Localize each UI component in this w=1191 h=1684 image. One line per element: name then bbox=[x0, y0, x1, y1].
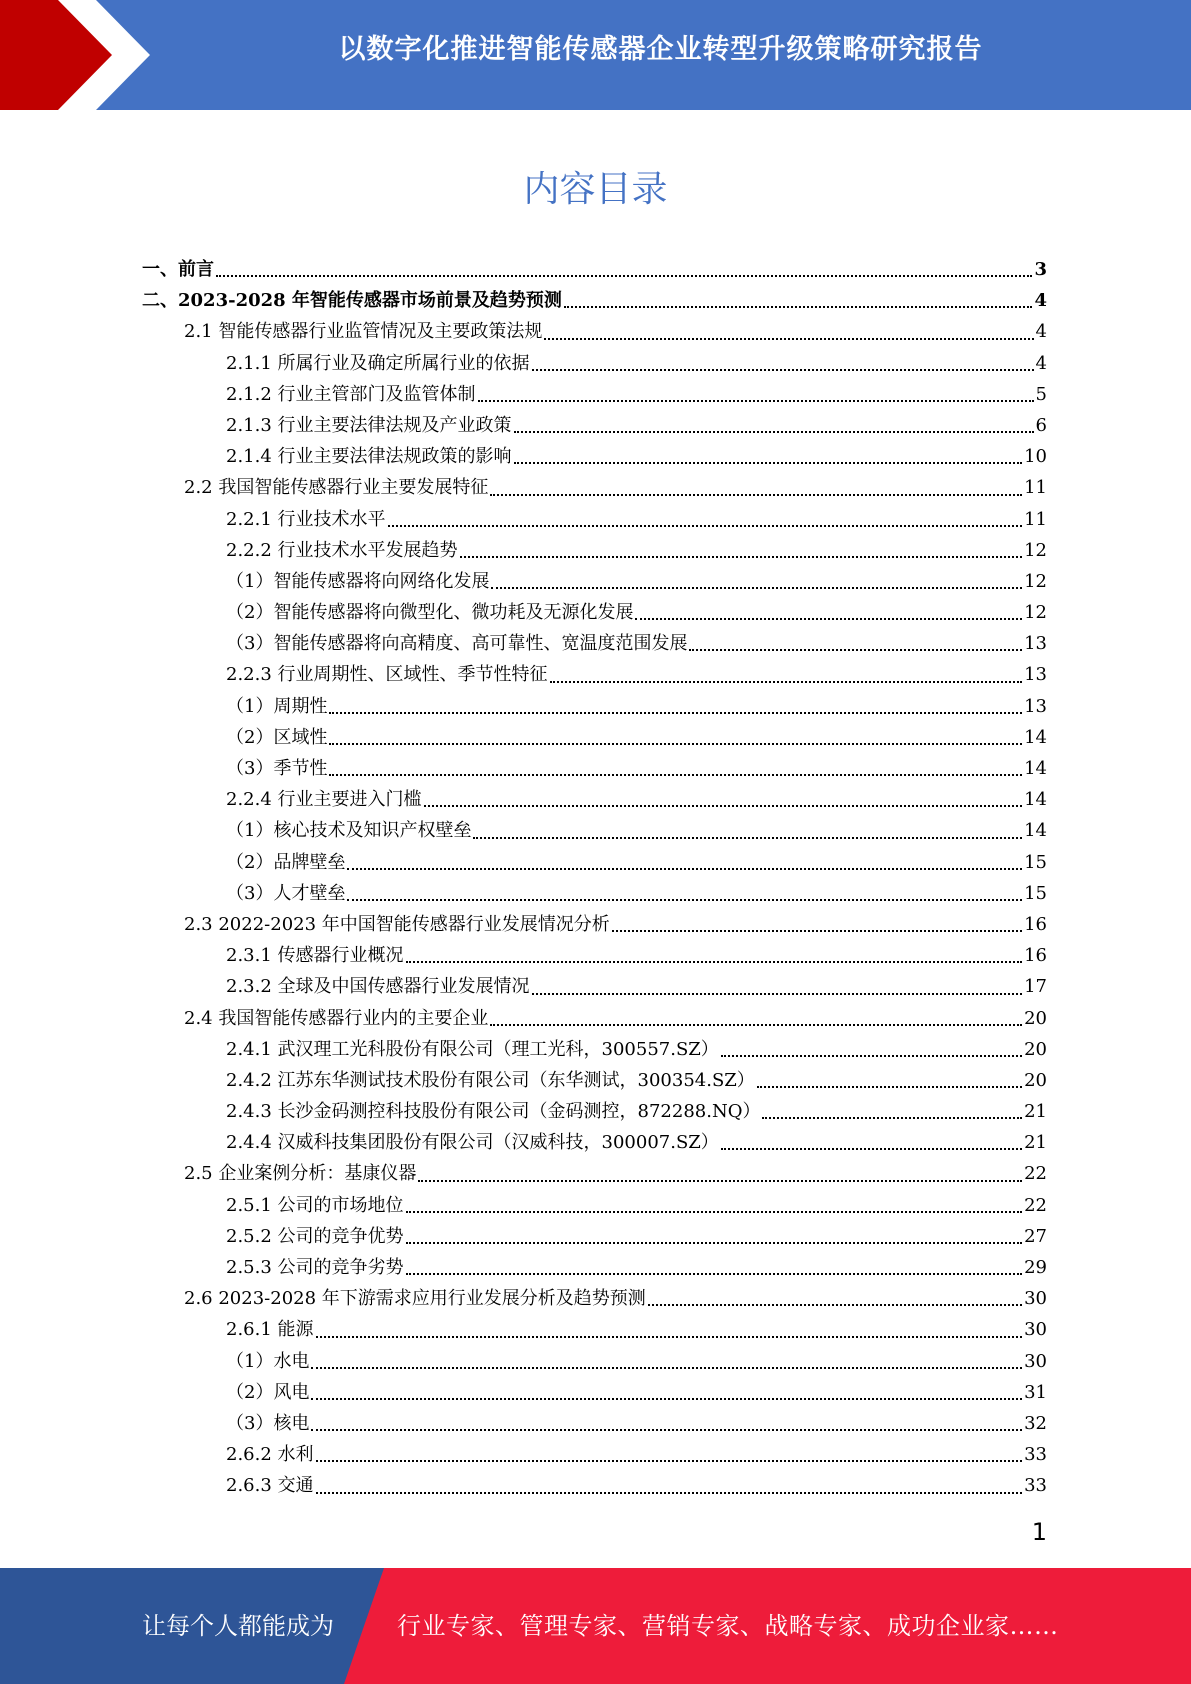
footer-slogan-right: 行业专家、管理专家、营销专家、战略专家、成功企业家…… bbox=[397, 1612, 1059, 1640]
toc-entry-label: 2.4.4 汉威科技集团股份有限公司（汉威科技，300007.SZ） bbox=[226, 1132, 719, 1154]
toc-entry-page: 33 bbox=[1024, 1475, 1047, 1497]
toc-dot-leader bbox=[424, 804, 1023, 807]
toc-entry[interactable] bbox=[142, 504, 1047, 535]
toc-entry-label: 2.5.1 公司的市场地位 bbox=[226, 1194, 404, 1216]
toc-dot-leader bbox=[311, 1428, 1022, 1431]
toc-entry[interactable] bbox=[142, 971, 1047, 1002]
toc-entry-page: 21 bbox=[1024, 1101, 1047, 1123]
toc-entry-page: 12 bbox=[1024, 570, 1047, 592]
toc-entry-page: 6 bbox=[1035, 414, 1047, 436]
toc-entry-label: 2.3.2 全球及中国传感器行业发展情况 bbox=[226, 976, 530, 998]
toc-entry-label: （3）季节性 bbox=[226, 758, 328, 779]
toc-entry-label: 2.2.3 行业周期性、区域性、季节性特征 bbox=[226, 664, 548, 686]
toc-dot-leader bbox=[329, 711, 1022, 714]
toc-dot-leader bbox=[635, 617, 1022, 620]
toc-entry-page: 13 bbox=[1024, 695, 1047, 717]
toc-entry-page: 31 bbox=[1024, 1381, 1047, 1403]
toc-entry-page: 30 bbox=[1024, 1288, 1047, 1310]
toc-entry-page: 13 bbox=[1024, 633, 1047, 655]
toc-entry-label: 一、前言 bbox=[142, 259, 214, 280]
toc-entry[interactable] bbox=[142, 753, 1047, 784]
toc-entry-page: 5 bbox=[1035, 383, 1047, 405]
toc-entry-page: 14 bbox=[1024, 820, 1047, 842]
toc-entry[interactable] bbox=[142, 379, 1047, 410]
toc-entry-label: 2.1.2 行业主管部门及监管体制 bbox=[226, 383, 476, 405]
toc-entry[interactable] bbox=[142, 815, 1047, 846]
toc-entry-label: 2.1.3 行业主要法律法规及产业政策 bbox=[226, 414, 512, 436]
toc-dot-leader bbox=[514, 461, 1023, 464]
toc-dot-leader bbox=[316, 1459, 1023, 1462]
toc-entry-label: 2.6.1 能源 bbox=[226, 1319, 314, 1341]
toc-entry[interactable] bbox=[142, 628, 1047, 659]
toc-entry-page: 12 bbox=[1024, 602, 1047, 624]
toc-entry-label: 2.3.1 传感器行业概况 bbox=[226, 945, 404, 967]
toc-entry-label: （1）周期性 bbox=[226, 695, 328, 717]
toc-dot-leader bbox=[388, 524, 1023, 527]
toc-entry[interactable] bbox=[142, 1314, 1047, 1345]
toc-entry-page: 30 bbox=[1024, 1350, 1047, 1372]
toc-entry-page: 20 bbox=[1024, 1069, 1047, 1091]
toc-dot-leader bbox=[473, 836, 1022, 839]
toc-dot-leader bbox=[532, 992, 1023, 995]
toc-dot-leader bbox=[406, 1210, 1023, 1213]
toc-entry[interactable] bbox=[142, 909, 1047, 940]
toc-entry-label: 2.5 企业案例分析：基康仪器 bbox=[184, 1163, 417, 1185]
toc-entry[interactable] bbox=[142, 940, 1047, 971]
toc-entry[interactable] bbox=[142, 691, 1047, 722]
toc-dot-leader bbox=[648, 1303, 1022, 1306]
toc-entry-label: （3）核电 bbox=[226, 1412, 310, 1434]
toc-dot-leader bbox=[532, 368, 1034, 371]
toc-entry[interactable] bbox=[142, 1221, 1047, 1252]
page-footer bbox=[0, 1568, 1191, 1684]
page-number: 1 bbox=[1031, 1518, 1047, 1546]
toc-dot-leader bbox=[406, 960, 1023, 963]
toc-entry-label: （2）品牌壁垒 bbox=[226, 851, 346, 873]
toc-entry[interactable] bbox=[142, 1377, 1047, 1408]
toc-entry[interactable] bbox=[142, 472, 1047, 503]
toc-dot-leader bbox=[311, 1366, 1022, 1369]
toc-dot-leader bbox=[689, 648, 1022, 651]
toc-entry-label: 2.4.1 武汉理工光科股份有限公司（理工光科，300557.SZ） bbox=[226, 1038, 719, 1060]
toc-entry[interactable] bbox=[142, 254, 1047, 285]
toc-dot-leader bbox=[544, 337, 1033, 340]
toc-entry-label: 2.2.1 行业技术水平 bbox=[226, 508, 386, 530]
toc-dot-leader bbox=[347, 867, 1022, 870]
toc-entry-page: 30 bbox=[1024, 1319, 1047, 1341]
toc-entry-label: 2.2.2 行业技术水平发展趋势 bbox=[226, 539, 458, 561]
toc-entry-label: （2）区域性 bbox=[226, 726, 328, 748]
toc-entry-page: 15 bbox=[1024, 882, 1047, 904]
toc-entry[interactable] bbox=[142, 1283, 1047, 1314]
toc-dot-leader bbox=[316, 1491, 1023, 1494]
toc-entry-label: 2.6 2023-2028 年下游需求应用行业发展分析及趋势预测 bbox=[184, 1288, 646, 1310]
toc-entry-page: 16 bbox=[1024, 945, 1047, 967]
toc-entry-label: （2）智能传感器将向微型化、微功耗及无源化发展 bbox=[226, 602, 634, 624]
toc-entry-page: 12 bbox=[1024, 539, 1047, 561]
toc-entry-label: 2.1 智能传感器行业监管情况及主要政策法规 bbox=[184, 321, 543, 343]
toc-entry-label: 2.2.4 行业主要进入门槛 bbox=[226, 789, 422, 811]
toc-entry-label: 二、2023-2028 年智能传感器市场前景及趋势预测 bbox=[142, 290, 562, 312]
toc-dot-leader bbox=[490, 493, 1022, 496]
toc-entry-label: 2.4 我国智能传感器行业内的主要企业 bbox=[184, 1007, 489, 1029]
toc-entry-page: 22 bbox=[1024, 1194, 1047, 1216]
toc-entry-label: （1）核心技术及知识产权壁垒 bbox=[226, 820, 472, 842]
toc-entry[interactable] bbox=[142, 1003, 1047, 1034]
toc-entry[interactable] bbox=[142, 1158, 1047, 1189]
toc-entry[interactable] bbox=[142, 1252, 1047, 1283]
toc-entry-label: 2.5.3 公司的竞争劣势 bbox=[226, 1257, 404, 1278]
toc-entry[interactable] bbox=[142, 1470, 1047, 1501]
toc-entry[interactable] bbox=[142, 410, 1047, 441]
toc-entry-page: 32 bbox=[1024, 1412, 1047, 1434]
toc-entry-label: （2）风电 bbox=[226, 1381, 310, 1403]
toc-dot-leader bbox=[757, 1085, 1022, 1088]
toc-entry-label: 2.4.2 江苏东华测试技术股份有限公司（东华测试，300354.SZ） bbox=[226, 1069, 755, 1091]
toc-dot-leader bbox=[311, 1397, 1022, 1400]
toc-entry[interactable] bbox=[142, 285, 1047, 316]
toc-entry-page: 29 bbox=[1024, 1257, 1047, 1278]
toc-entry-page: 20 bbox=[1024, 1038, 1047, 1060]
toc-entry[interactable] bbox=[142, 1408, 1047, 1439]
toc-entry-label: （1）智能传感器将向网络化发展 bbox=[226, 570, 490, 592]
toc-dot-leader bbox=[721, 1054, 1022, 1057]
toc-entry[interactable] bbox=[142, 722, 1047, 753]
report-title: 以数字化推进智能传感器企业转型升级策略研究报告 bbox=[338, 34, 983, 65]
toc-entry-label: 2.1.4 行业主要法律法规政策的影响 bbox=[226, 446, 512, 468]
toc-entry[interactable] bbox=[142, 1190, 1047, 1221]
toc-entry-page: 14 bbox=[1024, 758, 1047, 779]
page-header bbox=[0, 0, 1191, 110]
toc-entry[interactable] bbox=[142, 1439, 1047, 1470]
toc-dot-leader bbox=[491, 586, 1022, 589]
toc-entry-page: 22 bbox=[1024, 1163, 1047, 1185]
toc-entry[interactable] bbox=[142, 1096, 1047, 1127]
toc-entry[interactable] bbox=[142, 597, 1047, 628]
toc-entry[interactable] bbox=[142, 348, 1047, 379]
toc-entry-label: 2.3 2022-2023 年中国智能传感器行业发展情况分析 bbox=[184, 913, 610, 935]
table-of-contents bbox=[142, 254, 1047, 1502]
toc-entry-page: 27 bbox=[1024, 1225, 1047, 1247]
toc-entry[interactable] bbox=[142, 784, 1047, 815]
toc-dot-leader bbox=[406, 1241, 1023, 1244]
toc-entry-label: （3）智能传感器将向高精度、高可靠性、宽温度范围发展 bbox=[226, 633, 688, 655]
toc-entry[interactable] bbox=[142, 878, 1047, 909]
toc-dot-leader bbox=[721, 1147, 1022, 1150]
toc-entry-page: 15 bbox=[1024, 851, 1047, 873]
toc-dot-leader bbox=[316, 1335, 1023, 1338]
toc-dot-leader bbox=[406, 1272, 1023, 1275]
toc-entry[interactable] bbox=[142, 1065, 1047, 1096]
toc-entry[interactable] bbox=[142, 441, 1047, 472]
toc-entry-label: 2.2 我国智能传感器行业主要发展特征 bbox=[184, 477, 489, 499]
toc-entry-page: 11 bbox=[1024, 477, 1047, 499]
toc-dot-leader bbox=[550, 680, 1023, 683]
toc-entry-label: 2.5.2 公司的竞争优势 bbox=[226, 1225, 404, 1247]
toc-entry-page: 3 bbox=[1034, 259, 1047, 280]
toc-dot-leader bbox=[564, 305, 1033, 308]
toc-entry-page: 4 bbox=[1034, 290, 1047, 312]
toc-entry-page: 4 bbox=[1035, 321, 1047, 343]
toc-entry-page: 13 bbox=[1024, 664, 1047, 686]
toc-entry-page: 17 bbox=[1024, 976, 1047, 998]
toc-entry-page: 33 bbox=[1024, 1444, 1047, 1466]
toc-entry[interactable] bbox=[142, 1034, 1047, 1065]
toc-dot-leader bbox=[216, 274, 1032, 277]
toc-entry-page: 14 bbox=[1024, 789, 1047, 811]
toc-entry-page: 4 bbox=[1035, 352, 1047, 374]
toc-heading: 内容目录 bbox=[523, 169, 668, 210]
toc-entry[interactable] bbox=[142, 566, 1047, 597]
toc-entry-label: （1）水电 bbox=[226, 1350, 310, 1372]
toc-dot-leader bbox=[347, 898, 1022, 901]
toc-dot-leader bbox=[460, 555, 1023, 558]
toc-dot-leader bbox=[612, 929, 1022, 932]
toc-dot-leader bbox=[329, 773, 1022, 776]
toc-entry[interactable] bbox=[142, 1127, 1047, 1158]
toc-dot-leader bbox=[478, 399, 1034, 402]
toc-entry[interactable] bbox=[142, 847, 1047, 878]
toc-dot-leader bbox=[418, 1179, 1022, 1182]
toc-dot-leader bbox=[329, 742, 1022, 745]
toc-entry-page: 21 bbox=[1024, 1132, 1047, 1154]
toc-entry[interactable] bbox=[142, 535, 1047, 566]
toc-entry[interactable] bbox=[142, 1346, 1047, 1377]
toc-entry-label: 2.6.3 交通 bbox=[226, 1475, 314, 1497]
toc-entry-label: （3）人才壁垒 bbox=[226, 882, 346, 904]
toc-entry-page: 16 bbox=[1024, 913, 1047, 935]
toc-entry-label: 2.4.3 长沙金码测控科技股份有限公司（金码测控，872288.NQ） bbox=[226, 1101, 761, 1123]
footer-slogan-left: 让每个人都能成为 bbox=[142, 1612, 334, 1640]
toc-dot-leader bbox=[762, 1116, 1022, 1119]
toc-dot-leader bbox=[514, 430, 1034, 433]
toc-entry-page: 20 bbox=[1024, 1007, 1047, 1029]
toc-dot-leader bbox=[490, 1023, 1022, 1026]
toc-entry-label: 2.1.1 所属行业及确定所属行业的依据 bbox=[226, 352, 530, 374]
toc-entry-page: 11 bbox=[1024, 508, 1047, 530]
toc-entry-label: 2.6.2 水利 bbox=[226, 1444, 314, 1466]
toc-entry-page: 10 bbox=[1024, 446, 1047, 468]
toc-entry[interactable] bbox=[142, 316, 1047, 347]
toc-entry-page: 14 bbox=[1024, 726, 1047, 748]
toc-entry[interactable] bbox=[142, 659, 1047, 690]
